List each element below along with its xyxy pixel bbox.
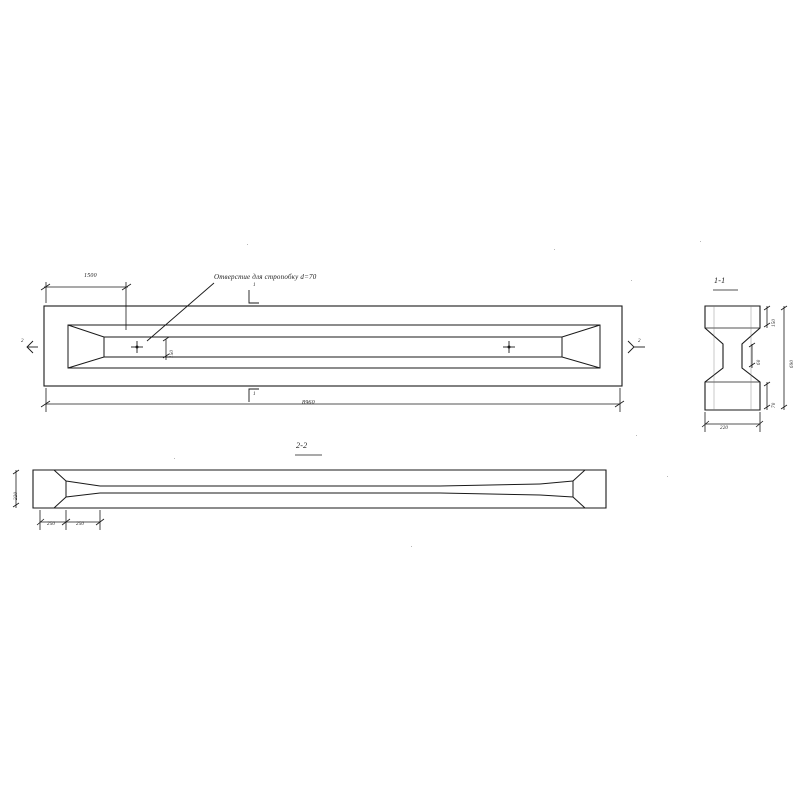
scan-speck	[554, 249, 555, 250]
dim-8960	[41, 388, 624, 412]
mark-label-top-1: 1	[253, 283, 256, 288]
section-marks	[27, 290, 645, 402]
view-title-2-2: 2-2	[296, 441, 308, 450]
mark-label-right-2: 2	[638, 339, 641, 344]
scan-speck	[667, 476, 668, 477]
dim-label-plan-250-b: 250	[76, 522, 85, 527]
scan-speck	[700, 241, 701, 242]
dim-plan-220	[13, 470, 19, 508]
hole-note-label: Отверстие для стропобку d=70	[214, 273, 317, 281]
dim-label-plan-220: 220	[14, 491, 19, 500]
view-title-1-1: 1-1	[714, 276, 726, 285]
mark-label-bottom-1: 1	[253, 392, 256, 397]
scan-speck	[636, 435, 637, 436]
dim-plan-250	[37, 510, 104, 530]
scan-speck	[247, 244, 248, 245]
scan-speck	[174, 458, 175, 459]
dim-label-hole-150: 150	[170, 349, 175, 358]
dim-label-section-60: 60	[757, 359, 762, 365]
dim-label-section-220: 220	[720, 426, 729, 431]
dim-label-section-70: 70	[772, 402, 777, 408]
scan-speck	[631, 280, 632, 281]
dim-label-8960: 8960	[302, 400, 315, 406]
scan-speck	[411, 546, 412, 547]
dim-label-plan-250-a: 250	[47, 522, 56, 527]
dim-label-section-150: 150	[772, 318, 777, 327]
mark-label-left-2: 2	[21, 339, 24, 344]
main-elevation-view	[44, 283, 622, 386]
dim-label-1500: 1500	[84, 273, 97, 279]
dim-label-section-690: 690	[790, 359, 795, 368]
plan-view-2-2	[33, 470, 606, 508]
